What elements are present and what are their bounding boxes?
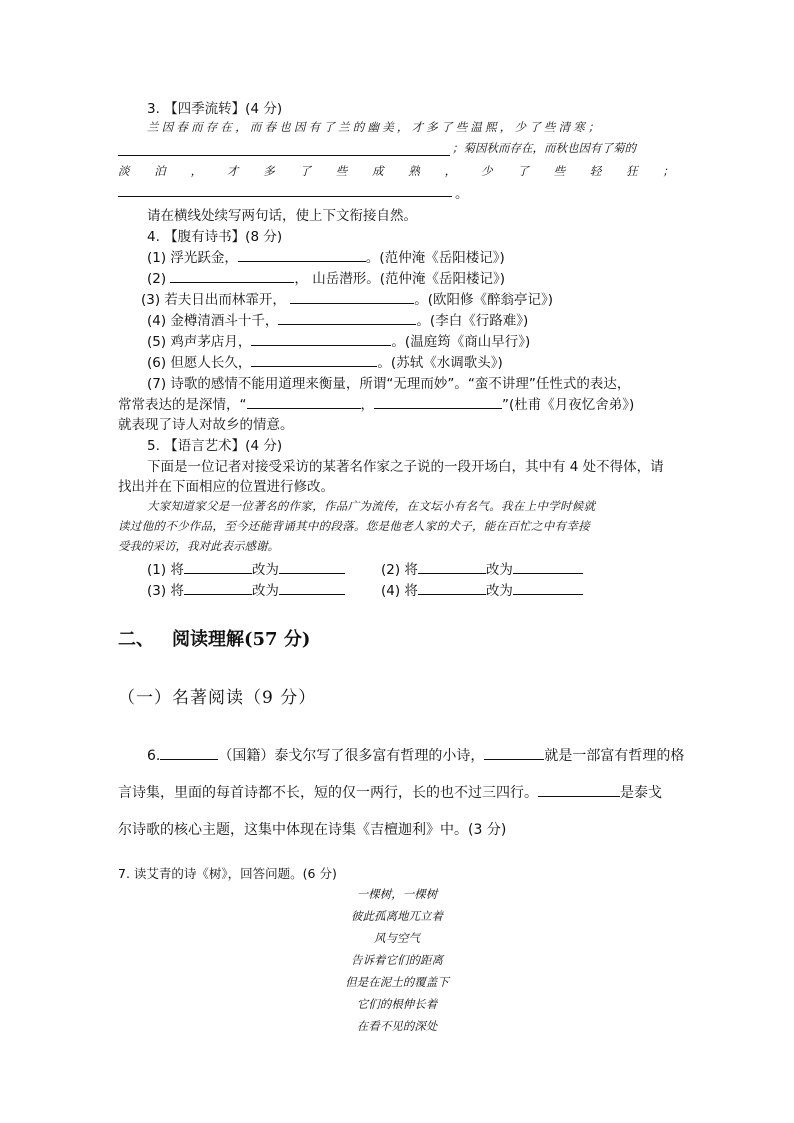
- q5-fix-3-from[interactable]: [184, 581, 252, 595]
- q3-period: 。: [455, 186, 469, 202]
- q4-item-3: (3) 若夫日出而林霏开， 。(欧阳修《醉翁亭记》): [141, 292, 554, 308]
- poem-line-1: 一棵树，一棵树: [356, 887, 438, 901]
- q6-line-2: 言诗集，里面的每首诗都不长，短的仅一两行，长的也不过三四行。 是泰戈: [118, 785, 662, 801]
- q4-item-7-line3: 就表现了诗人对故乡的情意。: [118, 417, 294, 433]
- q3-line1: 兰因春而存在，而春也因有了兰的幽美，才多了些温熙，少了些清寒；: [147, 120, 603, 134]
- q6-line-1: 6. （国籍）泰戈尔写了很多富有哲理的小诗， 就是一部富有哲理的格: [147, 748, 685, 764]
- q6-blank-nationality[interactable]: [160, 746, 218, 760]
- q7-title: 7. 读艾青的诗《树》，回答问题。(6 分): [118, 866, 337, 881]
- q4-item-1: (1) 浮光跃金， 。(范仲淹《岳阳楼记》): [147, 250, 505, 266]
- q3-answer-line-1[interactable]: [118, 155, 450, 156]
- q5-passage-1: 大家知道家父是一位著名的作家，作品广为流传，在文坛小有名气。我在上中学时候就: [147, 499, 596, 513]
- q4-blank-4[interactable]: [278, 311, 416, 325]
- q4-title: 4. 【腹有诗书】(8 分): [147, 229, 283, 245]
- q3-line3: 淡 泊 ， 才 多 了 些 成 熟 ， 少 了 些 轻 狂 ；: [118, 164, 674, 178]
- q3-instruction: 请在横线处续写两句话，使上下文衔接自然。: [147, 208, 417, 224]
- q6-blank-theme[interactable]: [538, 783, 620, 797]
- section2-number: 二、: [118, 629, 154, 650]
- subsection-title: （一）名著阅读（9 分）: [118, 688, 317, 708]
- q6-blank-collection[interactable]: [484, 746, 544, 760]
- q4-blank-2[interactable]: [170, 269, 294, 283]
- q4-item-2: (2) ， 山岳潜形。(范仲淹《岳阳楼记》): [147, 271, 505, 287]
- q5-fix-4: (4) 将 改为: [381, 579, 583, 599]
- q5-fix-3-to[interactable]: [279, 581, 345, 595]
- q3-title: 3. 【四季流转】(4 分): [147, 101, 283, 117]
- q5-intro-2: 找出并在下面相应的位置进行修改。: [118, 479, 334, 495]
- q5-fix-1-to[interactable]: [279, 560, 345, 574]
- q5-intro-1: 下面是一位记者对接受采访的某著名作家之子说的一段开场白，其中有 4 处不得体，请: [147, 459, 664, 475]
- q4-item-4: (4) 金樽清酒斗十千， 。(李白《行路难》): [147, 313, 529, 329]
- q5-passage-2: 读过他的不少作品，至今还能背诵其中的段落。您是他老人家的犬子，能在百忙之中有幸接: [118, 519, 590, 533]
- q4-item-7-line1: (7) 诗歌的感情不能用道理来衡量，所谓“无理而妙”。“蛮不讲理”任性式的表达，: [147, 376, 631, 392]
- poem-line-4: 告诉着它们的距离: [351, 953, 443, 967]
- poem-line-2: 彼此孤离地兀立着: [351, 909, 443, 923]
- q3-answer-line-2[interactable]: [118, 196, 452, 197]
- poem-line-6: 它们的根伸长着: [356, 997, 438, 1011]
- q5-fix-4-from[interactable]: [418, 581, 486, 595]
- q4-item-6: (6) 但愿人长久， 。(苏轼《水调歌头》): [147, 355, 503, 371]
- q5-fix-2: (2) 将 改为: [381, 558, 583, 578]
- q5-fix-2-to[interactable]: [513, 560, 583, 574]
- q3-line2-tail: ；菊因秋而存在，而秋也因有了菊的: [452, 141, 636, 155]
- q6-line-3: 尔诗歌的核心主题，这集中体现在诗集《吉檀迦利》中。(3 分): [118, 822, 507, 838]
- q4-blank-7b[interactable]: [374, 395, 502, 409]
- q4-blank-5[interactable]: [251, 332, 391, 346]
- q5-fix-3: (3) 将 改为: [147, 579, 345, 599]
- q4-item-7-line2: 常常表达的是深情，“ ， ”(杜甫《月夜忆舍弟》): [118, 397, 635, 413]
- q5-title: 5. 【语言艺术】(4 分): [147, 438, 283, 454]
- poem-line-7: 在看不见的深处: [356, 1019, 438, 1033]
- section2-title: 阅读理解(57 分): [172, 629, 311, 650]
- q4-blank-7a[interactable]: [247, 395, 361, 409]
- q5-fix-1-from[interactable]: [184, 560, 252, 574]
- q4-item-5: (5) 鸡声茅店月， 。(温庭筠《商山早行》): [147, 334, 531, 350]
- q4-blank-1[interactable]: [238, 248, 366, 262]
- poem-line-5: 但是在泥土的覆盖下: [345, 975, 449, 989]
- q5-fix-2-from[interactable]: [418, 560, 486, 574]
- q5-fix-1: (1) 将 改为: [147, 558, 345, 578]
- poem-line-3: 风与空气: [374, 931, 420, 945]
- q4-blank-3[interactable]: [290, 290, 414, 304]
- q4-blank-6[interactable]: [251, 353, 377, 367]
- q5-fix-4-to[interactable]: [513, 581, 583, 595]
- q5-passage-3: 受我的采访，我对此表示感谢。: [118, 539, 279, 553]
